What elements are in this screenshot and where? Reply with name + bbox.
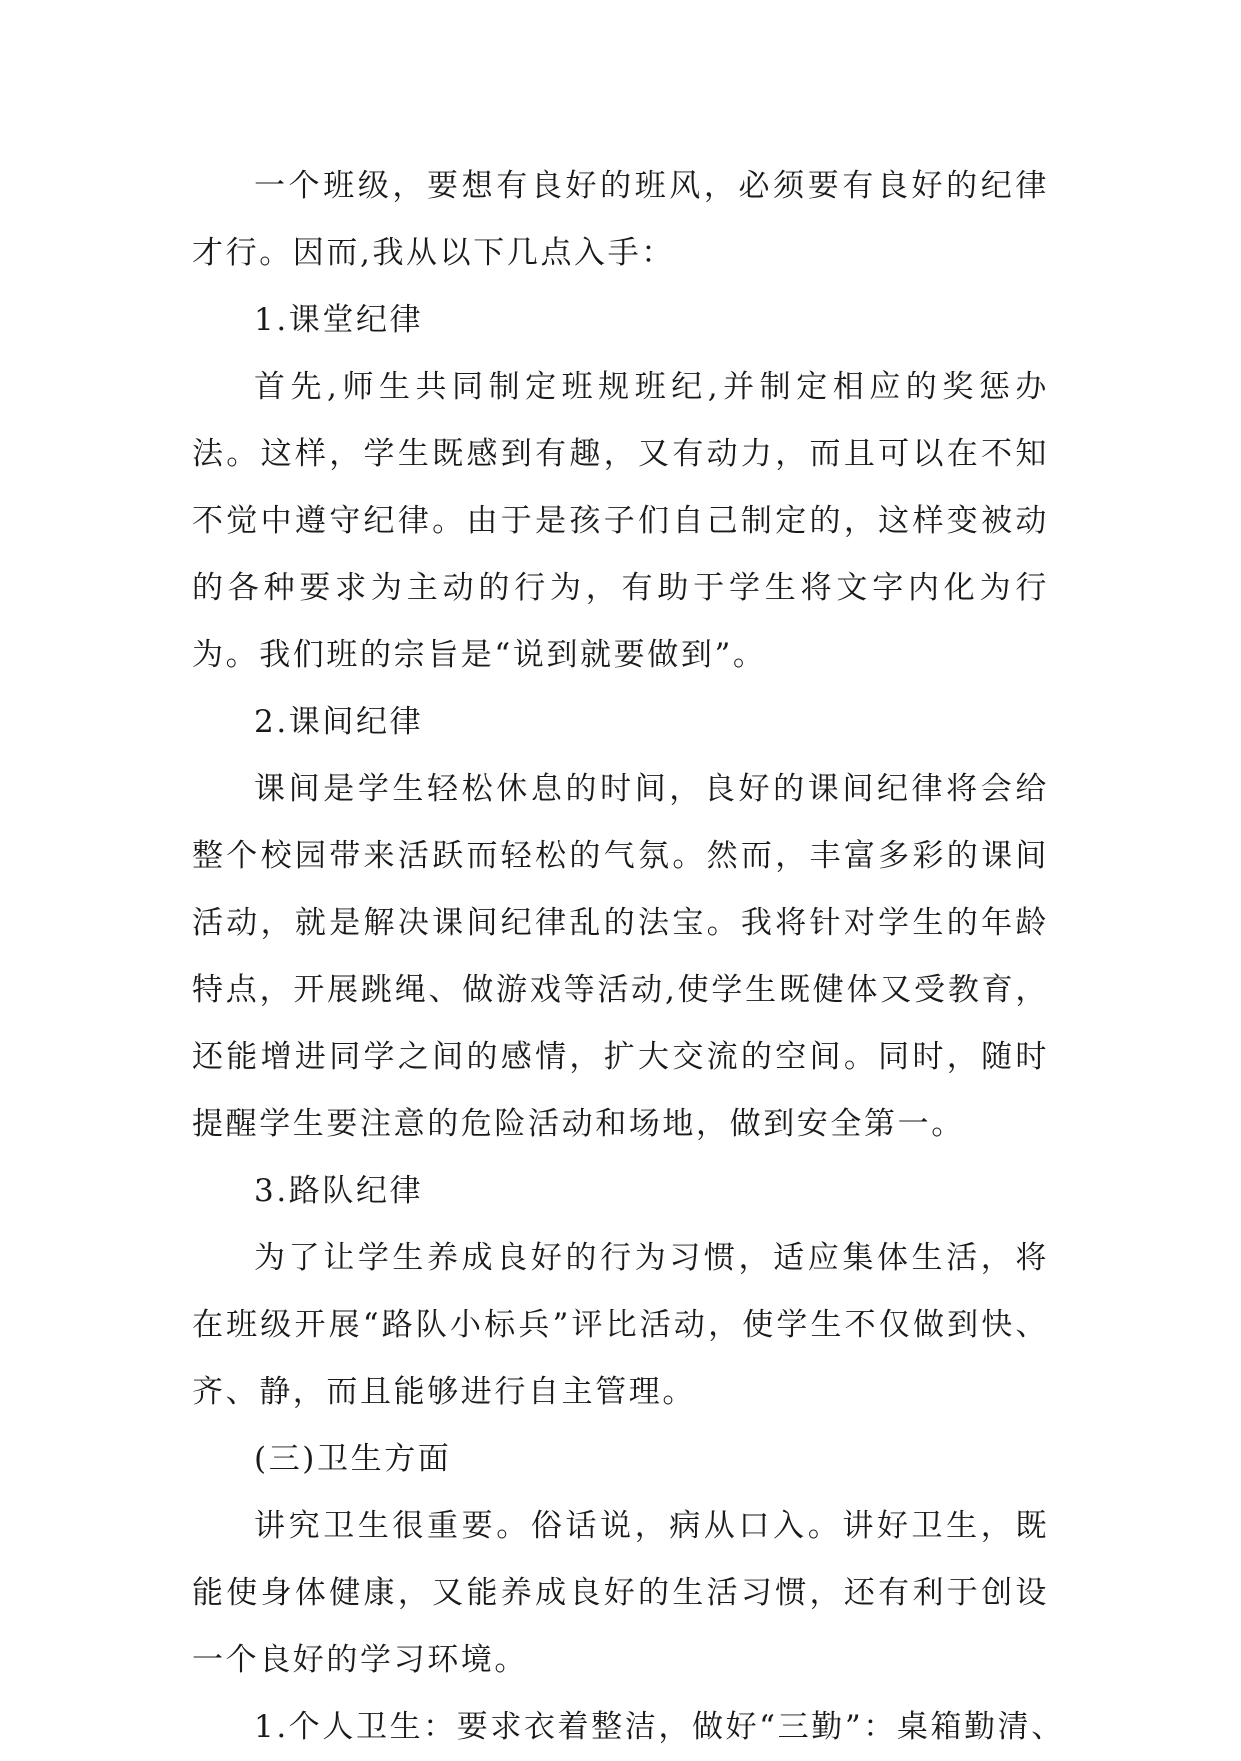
paragraph-queue-discipline: 为了让学生养成良好的行为习惯，适应集体生活，将在班级开展“路队小标兵”评比活动，使学生不仅做到快、齐、静，而且能够进行自主管理。	[192, 1240, 1049, 1410]
heading-queue-discipline: 3.路队纪律	[254, 1173, 424, 1209]
paragraph-discipline-intro: 一个班级，要想有良好的班风，必须要有良好的纪律才行。因而,我从以下几点入手：	[192, 168, 1049, 271]
document-page	[192, 153, 1065, 1761]
heading-break-discipline: 2.课间纪律	[254, 704, 424, 740]
paragraph-hygiene-intro: 讲究卫生很重要。俗话说，病从口入。讲好卫生，既能使身体健康，又能养成良好的生活习惯，还有利于创设一个良好的学习环境。	[192, 1508, 1049, 1678]
paragraph-classroom-discipline: 首先,师生共同制定班规班纪,并制定相应的奖惩办法。这样，学生既感到有趣，又有动力，而且可以在不知不觉中遵守纪律。由于是孩子们自己制定的，这样变被动的各种要求为主动的行为，有助于学生将文字内化为行为。我们班的宗旨是“说到就要做到”。	[192, 369, 1049, 673]
heading-hygiene: (三)卫生方面	[254, 1441, 452, 1477]
heading-classroom-discipline: 1.课堂纪律	[254, 302, 424, 338]
paragraph-personal-hygiene: 1.个人卫生：要求衣着整洁，做好“三勤”：桌箱勤清、	[254, 1709, 1065, 1745]
paragraph-break-discipline: 课间是学生轻松休息的时间，良好的课间纪律将会给整个校园带来活跃而轻松的气氛。然而，丰富多彩的课间活动，就是解决课间纪律乱的法宝。我将针对学生的年龄特点，开展跳绳、做游戏等活动,使学生既健体又受教育，还能增进同学之间的感情，扩大交流的空间。同时，随时提醒学生要注意的危险活动和场地，做到安全第一。	[192, 771, 1049, 1142]
